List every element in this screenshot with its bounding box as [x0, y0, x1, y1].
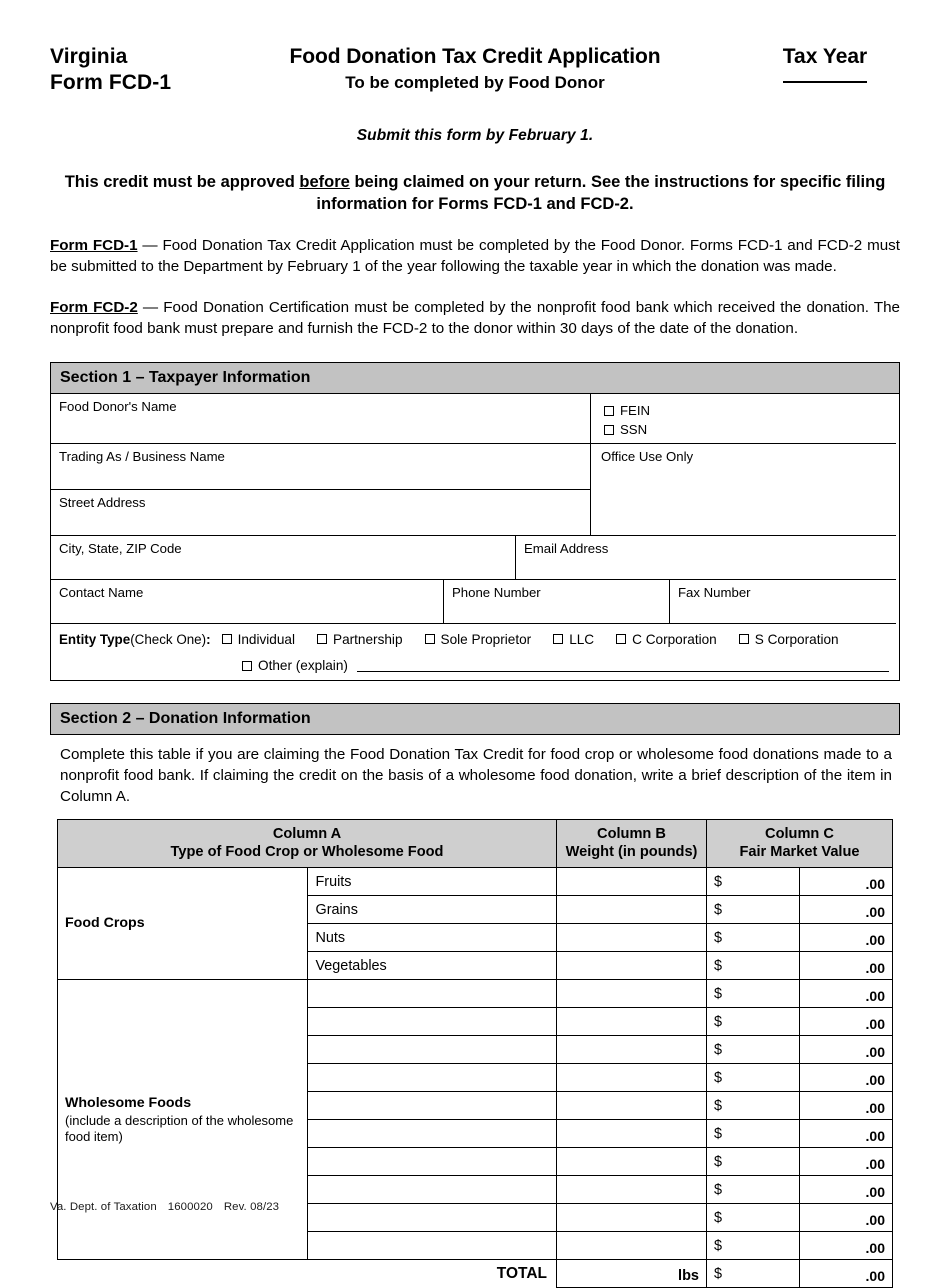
row-type-fruits-label: Fruits	[315, 873, 352, 890]
currency-symbol: $	[714, 873, 723, 890]
entity-partnership-label: Partnership	[333, 631, 403, 647]
currency-symbol: $	[714, 1237, 723, 1254]
row-type-wholesome-1[interactable]	[307, 980, 557, 1008]
column-a-subtitle: Type of Food Crop or Wholesome Food	[170, 844, 444, 860]
entity-s-corporation-checkbox[interactable]	[739, 634, 749, 644]
fein-checkbox[interactable]	[604, 406, 614, 416]
form-header	[50, 44, 900, 116]
row-type-wholesome-2[interactable]	[307, 1008, 557, 1036]
row-weight-vegetables[interactable]	[557, 952, 707, 980]
row-type-fruits	[307, 868, 557, 896]
row-fmv-wholesome-9[interactable]	[707, 1204, 800, 1232]
fcd1-text: — Food Donation Tax Credit Application must be completed by the Food Donor. Forms FCD-1 and FCD-2 must be submitted to the Department by February 1 of the year following the taxable year in which the donation was made.	[50, 237, 900, 275]
entity-option-s-corporation[interactable]	[739, 632, 839, 647]
row-cents-grains: .00	[800, 896, 893, 924]
field-street-address[interactable]	[51, 490, 591, 536]
entity-c-corporation-label: C Corporation	[632, 631, 717, 647]
row-fmv-wholesome-2[interactable]	[707, 1008, 800, 1036]
section-2-heading: Section 2 – Donation Information	[50, 703, 900, 735]
row-type-wholesome-9[interactable]	[307, 1204, 557, 1232]
row-cents-vegetables: .00	[800, 952, 893, 980]
entity-s-corporation-label: S Corporation	[754, 631, 839, 647]
row-weight-fruits[interactable]	[557, 868, 707, 896]
row-fmv-fruits[interactable]	[707, 868, 800, 896]
row-cents-fruits: .00	[800, 868, 893, 896]
row-type-wholesome-10[interactable]	[307, 1232, 557, 1260]
footer-agency: Va. Dept. of Taxation	[50, 1201, 157, 1213]
field-city-state-zip-label: City, State, ZIP Code	[59, 541, 182, 556]
field-contact-name[interactable]	[51, 580, 444, 624]
currency-symbol: $	[714, 1265, 723, 1282]
row-weight-nuts[interactable]	[557, 924, 707, 952]
field-phone-number[interactable]	[444, 580, 670, 624]
column-b-header	[557, 820, 707, 868]
section-1-heading: Section 1 – Taxpayer Information	[50, 362, 900, 394]
group-label-food-crops	[58, 868, 308, 980]
total-label: TOTAL	[496, 1264, 547, 1282]
row-cents-wholesome-4: .00	[800, 1064, 893, 1092]
table-total-row	[58, 1260, 893, 1288]
fcd2-label: Form FCD-2	[50, 299, 138, 316]
form-title-block	[200, 44, 750, 94]
table-row	[58, 868, 893, 896]
ssn-checkbox[interactable]	[604, 425, 614, 435]
field-trading-as-label: Trading As / Business Name	[59, 449, 225, 464]
column-a-header	[58, 820, 557, 868]
field-donor-name[interactable]	[51, 394, 591, 444]
field-email-address[interactable]	[516, 536, 896, 580]
row-cents-wholesome-5: .00	[800, 1092, 893, 1120]
currency-symbol: $	[714, 1125, 723, 1142]
footer-form-id: 1600020	[167, 1201, 213, 1213]
row-weight-wholesome-10[interactable]	[557, 1232, 707, 1260]
state-name: Virginia	[50, 45, 128, 68]
row-weight-wholesome-3[interactable]	[557, 1036, 707, 1064]
row-type-nuts	[307, 924, 557, 952]
field-email-address-label: Email Address	[524, 541, 609, 556]
approval-notice-part1: This credit must be approved	[64, 173, 300, 191]
entity-llc-label: LLC	[569, 631, 595, 647]
tax-year-label: Tax Year	[782, 45, 868, 68]
row-fmv-vegetables[interactable]	[707, 952, 800, 980]
field-trading-as[interactable]	[51, 444, 591, 490]
row-fmv-nuts[interactable]	[707, 924, 800, 952]
donation-table-header	[58, 820, 893, 868]
row-fmv-grains[interactable]	[707, 896, 800, 924]
entity-llc-checkbox[interactable]	[553, 634, 563, 644]
row-cents-wholesome-1: .00	[800, 980, 893, 1008]
table-row	[58, 980, 893, 1008]
row-fmv-wholesome-10[interactable]	[707, 1232, 800, 1260]
row-type-wholesome-5[interactable]	[307, 1092, 557, 1120]
donation-table	[57, 819, 893, 1288]
row-cents-wholesome-2: .00	[800, 1008, 893, 1036]
row-weight-wholesome-8[interactable]	[557, 1176, 707, 1204]
group-label-wholesome-foods-text: Wholesome Foods	[65, 1094, 192, 1111]
field-donor-name-label: Food Donor's Name	[59, 399, 177, 414]
fcd1-label: Form FCD-1	[50, 237, 138, 254]
fcd2-text: — Food Donation Certification must be completed by the nonprofit food bank which received the donation. The nonprofit food bank must prepare and furnish the FCD-2 to the donor within 30 days of the date of the donation.	[50, 299, 900, 337]
row-fmv-wholesome-5[interactable]	[707, 1092, 800, 1120]
row-weight-wholesome-5[interactable]	[557, 1092, 707, 1120]
row-weight-wholesome-6[interactable]	[557, 1120, 707, 1148]
entity-other-explain-input[interactable]	[357, 660, 889, 672]
entity-option-llc[interactable]	[553, 632, 594, 647]
fein-label: FEIN	[620, 403, 651, 418]
tax-year-input[interactable]	[783, 81, 867, 83]
total-cents: .00	[800, 1260, 893, 1288]
field-fax-number-label: Fax Number	[678, 585, 751, 600]
taxid-type-group	[591, 394, 896, 444]
currency-symbol: $	[714, 1041, 723, 1058]
currency-symbol: $	[714, 957, 723, 974]
footer-revision: Rev. 08/23	[223, 1201, 280, 1213]
donation-table-body	[58, 868, 893, 1288]
entity-option-other[interactable]	[242, 658, 348, 673]
row-type-wholesome-3[interactable]	[307, 1036, 557, 1064]
row-type-vegetables	[307, 952, 557, 980]
page-subtitle: To be completed by Food Donor	[345, 73, 605, 92]
group-label-wholesome-foods-note: (include a description of the wholesome food item)	[65, 1112, 294, 1144]
ssn-label: SSN	[620, 422, 648, 437]
approval-notice-part2: being claimed on your return. See the instructions for specific filing information for Forms FCD-1 and FCD-2.	[316, 173, 886, 213]
entity-option-other-row	[59, 658, 891, 673]
section-2-description: Complete this table if you are claiming the Food Donation Tax Credit for food crop or wholesome food donations made to a nonprofit food bank. If claiming the credit on the basis of a wholesome food donation, write a brief description of the item in Column A.	[60, 746, 892, 805]
total-fmv-input[interactable]	[707, 1260, 800, 1288]
form-number: Form FCD-1	[50, 71, 172, 94]
currency-symbol: $	[714, 1097, 723, 1114]
entity-type-label: Entity Type(Check One):	[59, 632, 211, 647]
field-contact-name-label: Contact Name	[59, 585, 144, 600]
currency-symbol: $	[714, 1209, 723, 1226]
currency-symbol: $	[714, 1013, 723, 1030]
currency-symbol: $	[714, 985, 723, 1002]
entity-other-label: Other (explain)	[258, 658, 348, 673]
group-label-wholesome-foods	[58, 980, 308, 1260]
row-cents-wholesome-3: .00	[800, 1036, 893, 1064]
column-c-subtitle: Fair Market Value	[739, 844, 860, 860]
entity-sole-proprietor-label: Sole Proprietor	[440, 631, 532, 647]
row-type-grains	[307, 896, 557, 924]
row-fmv-wholesome-4[interactable]	[707, 1064, 800, 1092]
currency-symbol: $	[714, 901, 723, 918]
row-cents-wholesome-10: .00	[800, 1232, 893, 1260]
row-type-wholesome-6[interactable]	[307, 1120, 557, 1148]
form-identity	[50, 44, 171, 96]
row-type-wholesome-4[interactable]	[307, 1064, 557, 1092]
entity-other-checkbox[interactable]	[242, 661, 252, 671]
row-weight-wholesome-9[interactable]	[557, 1204, 707, 1232]
approval-notice	[50, 171, 900, 215]
form-page	[0, 44, 950, 1284]
form-footer	[50, 1201, 290, 1213]
row-type-wholesome-8[interactable]	[307, 1176, 557, 1204]
submit-deadline-note: Submit this form by February 1.	[356, 127, 594, 144]
entity-individual-checkbox[interactable]	[222, 634, 232, 644]
entity-partnership-checkbox[interactable]	[317, 634, 327, 644]
row-cents-wholesome-6: .00	[800, 1120, 893, 1148]
entity-type-group	[51, 624, 899, 680]
entity-option-partnership[interactable]	[317, 632, 403, 647]
row-weight-grains[interactable]	[557, 896, 707, 924]
tax-year-block	[750, 44, 900, 83]
row-weight-wholesome-7[interactable]	[557, 1148, 707, 1176]
row-weight-wholesome-2[interactable]	[557, 1008, 707, 1036]
row-fmv-wholesome-6[interactable]	[707, 1120, 800, 1148]
field-office-use-only	[591, 444, 896, 536]
approval-notice-emphasis: before	[299, 173, 350, 191]
row-fmv-wholesome-3[interactable]	[707, 1036, 800, 1064]
entity-option-individual[interactable]	[222, 632, 295, 647]
total-weight-input[interactable]	[557, 1260, 707, 1288]
fcd2-paragraph	[50, 297, 900, 339]
field-city-state-zip[interactable]	[51, 536, 516, 580]
row-type-nuts-label: Nuts	[315, 929, 346, 946]
row-fmv-wholesome-1[interactable]	[707, 980, 800, 1008]
entity-option-sole-proprietor[interactable]	[425, 632, 532, 647]
row-type-vegetables-label: Vegetables	[315, 957, 387, 974]
row-type-grains-label: Grains	[315, 901, 358, 918]
currency-symbol: $	[714, 1069, 723, 1086]
row-cents-wholesome-7: .00	[800, 1148, 893, 1176]
field-street-address-label: Street Address	[59, 495, 146, 510]
group-label-food-crops-text: Food Crops	[65, 915, 145, 931]
field-fax-number[interactable]	[670, 580, 896, 624]
page-title: Food Donation Tax Credit Application	[289, 45, 661, 68]
row-cents-wholesome-8: .00	[800, 1176, 893, 1204]
currency-symbol: $	[714, 929, 723, 946]
entity-sole-proprietor-checkbox[interactable]	[425, 634, 435, 644]
row-fmv-wholesome-7[interactable]	[707, 1148, 800, 1176]
row-cents-nuts: .00	[800, 924, 893, 952]
column-a-title: Column A	[272, 826, 342, 842]
row-fmv-wholesome-8[interactable]	[707, 1176, 800, 1204]
currency-symbol: $	[714, 1153, 723, 1170]
ssn-checkbox-row[interactable]	[604, 420, 896, 439]
fcd1-paragraph	[50, 235, 900, 277]
entity-individual-label: Individual	[237, 631, 295, 647]
column-c-header	[707, 820, 893, 868]
entity-c-corporation-checkbox[interactable]	[616, 634, 626, 644]
fein-checkbox-row[interactable]	[604, 401, 896, 420]
row-cents-wholesome-9: .00	[800, 1204, 893, 1232]
row-weight-wholesome-4[interactable]	[557, 1064, 707, 1092]
field-office-use-only-label: Office Use Only	[601, 449, 694, 464]
business-address-group	[51, 444, 591, 536]
total-weight-units: lbs	[678, 1268, 699, 1284]
entity-option-c-corporation[interactable]	[616, 632, 717, 647]
row-weight-wholesome-1[interactable]	[557, 980, 707, 1008]
column-b-subtitle: Weight (in pounds)	[565, 844, 698, 860]
field-phone-number-label: Phone Number	[452, 585, 541, 600]
taxpayer-information-table	[50, 394, 900, 681]
column-b-title: Column B	[597, 826, 666, 842]
row-type-wholesome-7[interactable]	[307, 1148, 557, 1176]
column-c-title: Column C	[765, 826, 834, 842]
currency-symbol: $	[714, 1181, 723, 1198]
